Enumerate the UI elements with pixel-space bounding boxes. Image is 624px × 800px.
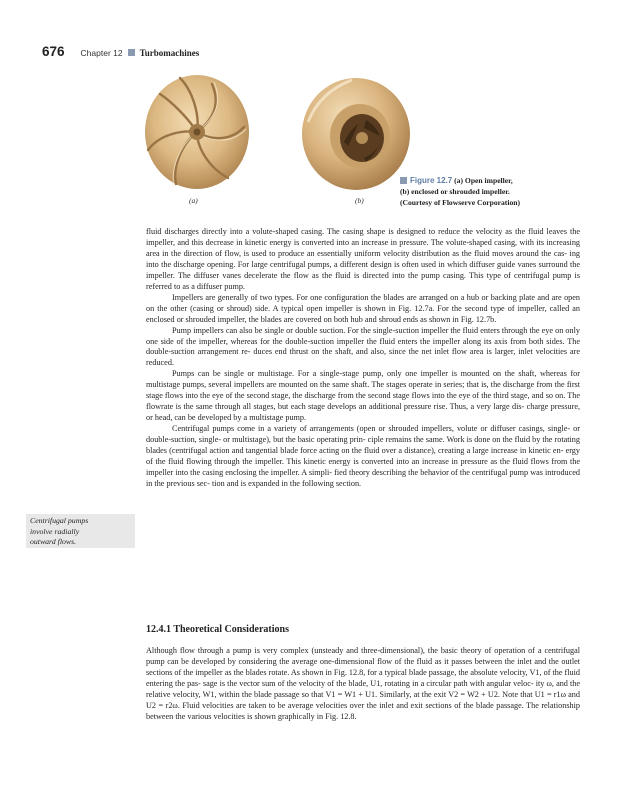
body-text <box>146 227 580 490</box>
paragraph-2: Impellers are generally of two types. For one configuration the blades are arranged on a hub or backing plate and are open on the other (casing or shroud) side. A typical open impeller is shown in Fig. 12.7a. For the second type of impeller, called an enclosed or shrouded impeller, the blades are covered on both hub and shroud ends as shown in Fig. 12.7b. <box>146 292 581 324</box>
section-paragraph: Although flow through a pump is very complex (unsteady and three-dimensional), the basic theory of operation of a centrifugal pump can be developed by considering the average one-dimensional flow of the fluid as it passes between the inlet and the outlet sections of the impeller as the blades rotate. As shown in Fig. 12.8, for a typical blade passage, the absolute velocity, V1, of the fluid entering the pas- sage is the vector sum of the velocity of the blade, U1, rotating in a circular path with angular veloc- ity ω, and the relative velocity, W1, within the blade passage so that V1 = W1 + U1. Similarly, at the exit V2 = W2 + U2. Note that U1 = r1ω and U2 = r2ω. Fluid velocities are taken to be average velocities over the inlet and exit sections of the blade passage. The relationship between the various velocities is shown graphically in Fig. 12.8. <box>146 646 581 721</box>
enclosed-impeller-photo <box>300 72 412 192</box>
caption-line-1 <box>400 176 590 187</box>
caption-part-2: (b) enclosed or shrouded impeller. <box>400 186 510 196</box>
chapter-label: Chapter 12 <box>80 48 123 58</box>
running-header <box>42 44 199 60</box>
chapter-title: Turbomachines <box>139 48 200 58</box>
figure-caption <box>400 176 590 208</box>
page-number: 676 <box>42 44 65 59</box>
figure-square-icon <box>400 177 407 184</box>
caption-part-1: (a) Open impeller, <box>454 176 513 185</box>
paragraph-1: fluid discharges directly into a volute-shaped casing. The casing shape is designed to reduce the velocity as the fluid leaves the impeller, and this decrease in kinetic energy is converted into an increase in pressure. The volute-shaped casing, with its increasing area in the direction of flow, is used to produce an essentially uniform velocity distribution as the fluid moves around the cas- ing into the discharge opening. For large centrifugal pumps, a different design is often used in which diffuser guide vanes surround the impeller. The diffuser vanes decelerate the flow as the fluid is directed into the pump casing. This type of centrifugal pump is referred to as a diffuser pump. <box>146 227 581 291</box>
paragraph-5: Centrifugal pumps come in a variety of arrangements (open or shrouded impellers, volute or diffuser casings, single- or double-suction, single- or multistage), but the basic operating prin- ciple remains the same. Work is done on the fluid by the rotating blades (centrifugal action and tangential blade force acting on the fluid over a distance), creating a large increase in kinetic en- ergy of the fluid flowing through the impeller. This kinetic energy is converted into an increase in pressure as the fluid flows from the impeller into the casing enclosing the impeller. A simpli- fied theory describing the behavior of the centrifugal pump was introduced in the previous sec- tion and is expanded in the following section. <box>146 424 581 488</box>
figure-label-a: (a) <box>189 196 198 205</box>
paragraph-4: Pumps can be single or multistage. For a single-stage pump, only one impeller is mounted on the shaft, whereas for multistage pumps, several impellers are mounted on the same shaft. The stages operate in series; that is, the discharge from the first stage flows into the eye of the second stage, the discharge from the second stage flows into the eye of the third stage, and so on. The flowrate is the same through all stages, but each stage develops an additional pressure rise. Thus, a very large dis- charge pressure, or head, can be developed by a multistage pump. <box>146 369 581 423</box>
paragraph-3: Pump impellers can also be single or double suction. For the single-suction impeller the fluid enters through the eye on only one side of the impeller, whereas for the double-suction impeller the fluid enters the impeller along its axis from both sides. The double-suction arrangement re- duces end thrust on the shaft, and also, since the net inlet flow area is larger, inlet velocities are reduced. <box>146 325 580 368</box>
caption-part-3: (Courtesy of Flowserve Corporation) <box>400 197 520 207</box>
margin-note <box>26 514 135 548</box>
section-body-text <box>146 646 580 723</box>
header-square-icon <box>128 49 135 56</box>
figure-label-b: (b) <box>355 196 364 205</box>
figure-number: Figure 12.7 <box>410 176 453 185</box>
margin-note-text: Centrifugal pumps involve radially outward flows. <box>30 516 89 546</box>
section-heading: 12.4.1 Theoretical Considerations <box>146 624 289 635</box>
open-impeller-photo <box>142 72 252 192</box>
